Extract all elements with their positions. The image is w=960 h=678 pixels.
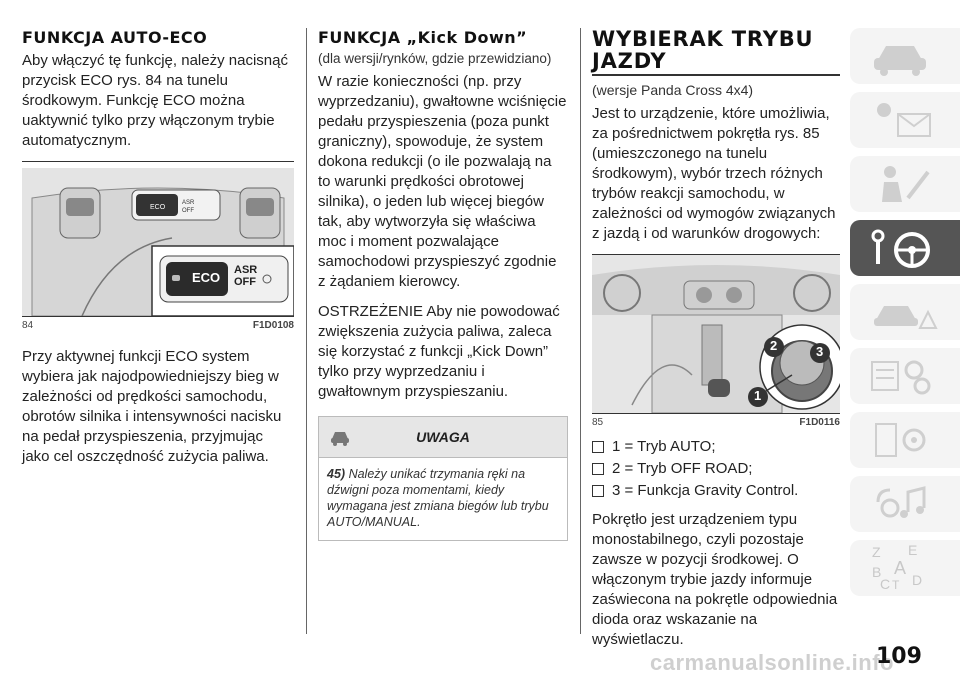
- figure-84-number: 84: [22, 320, 34, 331]
- figure-85-drive-mode-dial: [592, 254, 840, 414]
- tab-multimedia[interactable]: [850, 476, 960, 532]
- index-letter: T: [892, 578, 900, 592]
- index-letter: Z: [872, 544, 881, 560]
- drive-mode-subtitle: (wersje Panda Cross 4x4): [592, 82, 754, 98]
- paragraph-kick-down-warning: OSTRZEŻENIE Aby nie powodować zwiększenia zużycia paliwa, zaleca się korzystać z funkcji „Kick Down” tylko przy wyprzedzaniu i gwałtownym przyspieszaniu.: [318, 303, 560, 400]
- car-emergency-icon: [868, 290, 938, 334]
- off-label: OFF: [234, 276, 256, 288]
- callout-2: 2: [770, 338, 778, 353]
- callout-1: 1: [754, 388, 762, 403]
- tab-car-dashboard[interactable]: [850, 28, 960, 84]
- paragraph-drive-mode-intro: Jest to urządzenie, które umożliwia, za pośrednictwem pokrętła rys. 85 (umieszczonego na tunelu środkowym), wybór trzech różnych trybów reakcji samochodu, w zależności od wymogów związanych z jazdą i od warunków drogowych:: [592, 105, 836, 242]
- column-auto-eco: [22, 28, 294, 477]
- asr-label: ASR: [234, 264, 258, 276]
- tab-emergency[interactable]: [850, 284, 960, 340]
- technical-data-icon: [868, 418, 938, 462]
- heading-drive-mode-selector: WYBIERAK TRYBU JAZDY: [592, 27, 814, 73]
- warning-lights-icon: [868, 98, 938, 142]
- car-warning-icon: [329, 427, 351, 447]
- warning-text: Należy unikać trzymania ręki na dźwigni poza momentami, kiedy wymagana jest zmiana biegów lub trybu AUTO/MANUAL.: [327, 467, 549, 529]
- eco-button-label: ECO: [192, 270, 221, 285]
- warning-title: UWAGA: [416, 429, 470, 445]
- paragraph-auto-eco-intro: Aby włączyć tę funkcję, należy nacisnąć przycisk ECO rys. 84 na tunelu środkowym. Funkcję ECO można uaktywnić tylko przy włączonym trybie automatycznym.: [22, 52, 288, 149]
- list-item: 3 = Funkcja Gravity Control.: [592, 480, 840, 502]
- seatbelt-airbag-icon: [868, 162, 938, 206]
- chapter-tabs-sidebar: [850, 28, 960, 604]
- drive-mode-options-list: [592, 436, 840, 502]
- figure-84-eco-button: [22, 168, 294, 317]
- heading-auto-eco: FUNKCJA AUTO-ECO: [22, 28, 208, 47]
- warning-body: [319, 457, 567, 540]
- column-drive-mode-selector: [592, 28, 840, 660]
- tab-technical-data[interactable]: [850, 412, 960, 468]
- index-letter: D: [912, 572, 923, 588]
- tab-warning-lights[interactable]: [850, 92, 960, 148]
- kick-down-subtitle: (dla wersji/rynków, gdzie przewidziano): [318, 51, 552, 66]
- tab-maintenance[interactable]: [850, 348, 960, 404]
- heading-underline: [592, 74, 840, 76]
- callout-3: 3: [816, 344, 824, 359]
- figure-85-code: F1D0116: [799, 417, 840, 428]
- index-letter: A: [894, 558, 907, 578]
- warning-number: 45): [327, 467, 346, 481]
- car-dashboard-icon: [868, 34, 938, 78]
- figure-85-caption: [592, 417, 840, 428]
- figure-85-number: 85: [592, 417, 604, 428]
- column-divider-1: [306, 28, 307, 634]
- paragraph-auto-eco-details: Przy aktywnej funkcji ECO system wybiera jak najodpowiedniejszy bieg w zależności od prędkości samochodu, obrotów silnika i intensywności nacisku na pedał przyspieszenia, przyjmując jako cel oszczędność zużycia paliwa.: [22, 348, 282, 465]
- index-letter: B: [872, 564, 882, 580]
- key-steering-wheel-icon: [868, 226, 938, 270]
- paragraph-drive-mode-details: Pokrętło jest urządzeniem typu monostabilnego, czyli pozostaje zawsze w pozycji środkowej. O włączonym trybie jazdy informuje zaświecona na pokrętle odpowiednia dioda oraz wskazanie na wyświetlaczu.: [592, 511, 838, 648]
- svg-text:ECO: ECO: [150, 204, 166, 211]
- tab-safety[interactable]: [850, 156, 960, 212]
- list-item: 1 = Tryb AUTO;: [592, 436, 840, 458]
- dashboard-dial-illustration: [592, 255, 840, 413]
- column-divider-2: [580, 28, 581, 634]
- page-number: 109: [876, 644, 922, 669]
- eco-asr-switch-illustration: [22, 168, 294, 316]
- paragraph-kick-down: W razie konieczności (np. przy wyprzedzaniu), gwałtowne wciśnięcie pedału przyspieszenia (poza punkt graniczny), spowoduje, że system dokona redukcji (o ile pozwalają na to warunki prędkości obrotowej silnika), o jeden lub więcej biegów tak, aby wytworzyła się właściwa moc i moment pozwalające samochodowi przyspieszyć zgodnie z żądaniem kierowcy.: [318, 73, 567, 290]
- tab-index[interactable]: [850, 540, 960, 596]
- heading-kick-down: FUNKCJA „Kick Down”: [318, 28, 528, 47]
- figure-top-rule: [22, 161, 294, 162]
- svg-text:OFF: OFF: [182, 208, 194, 214]
- checkbox-square-icon: [592, 485, 604, 497]
- multimedia-icon: [868, 482, 938, 526]
- watermark: carmanualsonline.info: [650, 650, 894, 675]
- index-letter: C: [880, 576, 891, 592]
- list-item: 2 = Tryb OFF ROAD;: [592, 458, 840, 480]
- checkbox-square-icon: [592, 463, 604, 475]
- column-kick-down: [318, 28, 568, 541]
- figure-84-caption: [22, 320, 294, 331]
- svg-text:ASR: ASR: [182, 200, 195, 206]
- maintenance-gears-icon: [868, 354, 938, 398]
- index-letter: E: [908, 542, 918, 558]
- warning-box: [318, 416, 568, 541]
- tab-starting-driving[interactable]: [850, 220, 960, 276]
- warning-header: [319, 417, 567, 457]
- figure-84-code: F1D0108: [252, 320, 294, 331]
- checkbox-square-icon: [592, 441, 604, 453]
